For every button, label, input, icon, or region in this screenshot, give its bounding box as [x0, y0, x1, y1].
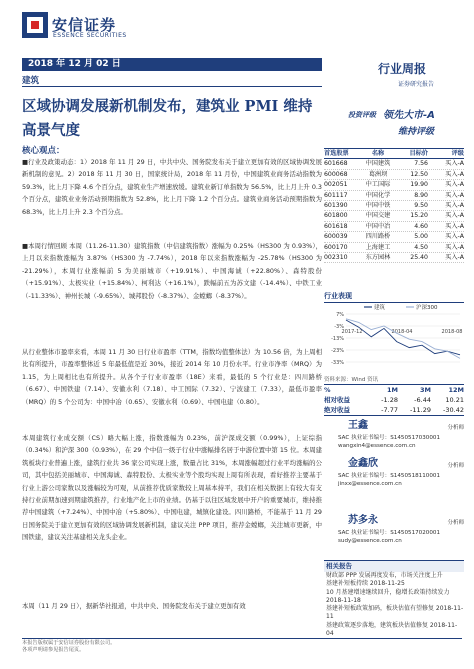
stock-rating: 买入-A [445, 170, 464, 178]
stock-name: 四川路桥 [365, 233, 391, 241]
analyst-name: 苏多永 [348, 515, 378, 526]
analyst-card [324, 517, 464, 547]
perf-label: 绝对收益 [324, 406, 350, 414]
y-tick-label: -23% [331, 348, 344, 354]
stock-code: 601668 [324, 160, 348, 168]
policy-paragraph: ■行业及政策动态：1）2018 年 11 月 29 日，中共中央、国务院发布关于建立更加有效的区域协调发展新机制的意见。2）2018 年 11 月 30 日，国家统计局，2018 年 11 月份，中国建筑业商务活动指数为 59.3%，比上月下降 4.6 个百分点，建筑业生产增速放缓。建筑业新订单指数为 56.5%，比上月上升 0.3 个百分点，建筑业业务活动预期指数为 52.8%，比上月下降 1.2 个百分点。建筑业商务活动预期指数为 68.3%，比上月上升 2.3 个百分点。 [22, 158, 322, 216]
related-report-link[interactable]: 基建补短板持续 2018-11-25 [326, 580, 405, 588]
x-tick-label: 2018-04 [391, 329, 413, 335]
stock-target: 5.00 [414, 233, 428, 241]
valuation-paragraph: 从行业整体市盈率来看，本周 11 月 30 日行业市盈率（TTM，指数均值整体法）为 10.56 倍，为上周相比有所提升，市盈率整体近 5 年最低值是近 30%，接近 2014 年 10 月份水平。行业市净率（MRQ）为 1.15，为上周相比也有所提升。从各个子行业市盈率（18E）来看，最低的 5 个行业是：四川路桥（6.67）、中国铁建（7.14）、安徽水利（7.18）、中工国际（7.32）、宁波建工（7.33），最低市盈率（MRQ）的 5 个公司为：中国中冶（0.65）、安徽水利（0.69）、中国电建（0.80）。 [22, 348, 322, 406]
performance-table [324, 384, 464, 416]
stock-name: 中国交建 [365, 212, 391, 220]
y-tick-label: 7% [336, 312, 344, 318]
stock-rating: 买入-A [445, 191, 464, 199]
related-report-link[interactable]: 10 月基建增速继续回升，稳增长政策持续发力 2018-11-18 [326, 588, 450, 604]
y-tick-label: -13% [331, 336, 344, 342]
x-tick-label: 2017-12 [341, 329, 363, 335]
weekly-summary-paragraph: 本周建筑行业成交额（CS）略大幅上涨，指数涨幅为 0.23%，前沪深成交额（0.99%），上证综指（0.34%）和沪深 300（0.93%），在 29 个中信一级子行业中涨幅排名居于中游位置中第 15 位。本周建筑板块行业普遍上涨，建筑行业共 36 家公司实现上涨，数量占比 31%，本周涨幅超过行业平均涨幅的公司，其中包括美丽城市、中国海诚、森特股份、太极实业等个股均实现上周有所表现，看好推荐主要基于行业上游公司家数以及涨幅较为可观，从前推荐优质家数较上周基本持平，我们在相关数据上有较大有支持行业前期加速到期建筑推荐，行业地产化上市的业绩。仍基于以往区域发展中开户的重要城市，维持推荐中国建筑（+7.24%）、中国中冶（+5.80%）、中国电建，城镇化建设。四川路桥，不能基于 11 月 29 日国务院关于建立更加有效的区域协调发展新机制，建议关注 PPP 项目，推荐金螳螂，关注城市更新，中国铁建，建议关注基建相关龙头企业。 [22, 434, 322, 542]
report-type: 行业周报 [378, 62, 427, 76]
analyst-card [324, 422, 464, 452]
rating-sub: 维持评级 [398, 127, 435, 137]
page-title: 区域协调发展新机制发布，建筑业 PMI 维持高景气度 [22, 98, 313, 139]
news-paragraph: 本周（11 月 29 日），据新华社报道，中共中央、国务院发布关于建立更加有效 [22, 602, 246, 610]
analyst-email[interactable]: sudy@essence.com.cn [338, 538, 402, 544]
perf-value: -7.77 [381, 406, 398, 414]
header-name: 名称 [371, 150, 385, 157]
related-report-link[interactable]: 基建政策逐步落地，建筑板块估值修复 2018-11-04 [326, 621, 458, 638]
stock-row [324, 191, 464, 201]
perf-header-row [324, 385, 464, 395]
stock-row [324, 222, 464, 232]
stock-name: 中国中冶 [365, 222, 391, 230]
stock-code: 601117 [324, 191, 348, 199]
stock-code: 600068 [324, 170, 348, 178]
footer-copyright: 本报告版权属于安信证券股份有限公司。 [22, 640, 116, 646]
stock-target: 15.20 [410, 212, 428, 220]
related-reports [324, 560, 464, 638]
brand-name: 安信证券 [52, 16, 117, 34]
stock-target: 19.90 [410, 181, 428, 189]
stock-code: 601618 [324, 222, 348, 230]
stock-target: 4.60 [414, 222, 428, 230]
trend-title: 行业表现 [324, 291, 464, 303]
related-report-link[interactable]: 基建补短板政策加码，板块估值有望修复 2018-11-11 [326, 605, 464, 621]
stock-row [324, 201, 464, 211]
market-review-paragraph: ■本周行情回顾 本周（11.26-11.30）建筑指数（中信建筑指数）涨幅为 0.25%（HS300 为 0.93%），上月以来指数涨幅为 3.87%（HS300 为 -7.74%），2018 年以来指数涨幅为 -25.78%（HS300 为 -21.29%），本周行业涨幅前 5 为美丽城市（+19.91%）、中国海诚（+22.80%）、森特股份（+15.91%）、太极实业（+15.84%）、柯利达（+16.1%），跌幅前五为苏文建（-14.4%）、中铁工业（-11.33%）、神州长城（-9.65%）、城邦股份（-8.37%）、金螳螂（-8.37%）。 [22, 242, 322, 300]
core-views-title: 核心观点： [22, 146, 65, 156]
stock-row [324, 232, 464, 242]
rating-label: 投资评级 [348, 111, 376, 119]
perf-header-1m: 1M [387, 386, 398, 394]
stock-target: 7.56 [414, 160, 428, 168]
stock-code: 601390 [324, 201, 348, 209]
stock-rating: 买入-A [445, 243, 464, 251]
stock-rating: 买入-A [445, 160, 464, 168]
brand-name-en: ESSENCE SECURITIES [53, 32, 127, 39]
analyst-license: SAC 执业证书编号：S1450517020001 [338, 530, 441, 536]
stock-code: 601800 [324, 212, 348, 220]
analyst-role: 分析师 [447, 520, 464, 526]
stock-target: 9.50 [414, 201, 428, 209]
stock-row [324, 180, 464, 190]
stock-code: 002051 [324, 181, 348, 189]
stock-name: 葛洲坝 [368, 170, 388, 178]
perf-value: -30.42 [443, 406, 464, 414]
perf-header-12m: 12M [448, 386, 464, 394]
header-target: 目标价 [409, 150, 428, 157]
stock-rating: 买入-A [445, 233, 464, 241]
legend-label: 沪深300 [416, 305, 438, 311]
stock-target: 12.50 [410, 170, 428, 178]
chart-source: 资料来源：Wind 资讯 [324, 377, 379, 383]
trend-chart [324, 302, 464, 374]
stock-rating: 买入-A [445, 181, 464, 189]
stock-rating: 买入-A [445, 212, 464, 220]
analyst-role: 分析师 [447, 463, 464, 469]
header-rating: 评级 [451, 150, 464, 157]
perf-row-relative [324, 395, 464, 405]
divider [22, 86, 322, 87]
report-date: 2018 年 12 月 02 日 [22, 58, 322, 71]
stock-row [324, 211, 464, 221]
report-sector: 建筑 [22, 76, 40, 86]
analyst-name: 王鑫 [348, 420, 368, 431]
perf-header-3m: 3M [420, 386, 431, 394]
stock-name: 中国建筑 [365, 160, 391, 168]
stock-name: 中国中铁 [365, 201, 391, 209]
perf-value: 10.21 [445, 396, 464, 404]
stock-code: 600039 [324, 233, 348, 241]
related-report-link[interactable]: 财政部 PPP 发展再度发布，市场关注度上升 [326, 572, 443, 579]
stock-rating: 买入-A [445, 222, 464, 230]
header-code: 首选股票 [324, 150, 349, 157]
analyst-name: 金鑫欣 [348, 458, 378, 469]
related-title: 相关报告 [324, 561, 464, 572]
rating-value: 领先大市-A [383, 110, 435, 121]
stock-target: 4.50 [414, 243, 428, 251]
stock-name: 上海建工 [365, 243, 391, 251]
perf-header-unit: % [324, 386, 331, 394]
legend-label: 建筑 [374, 305, 386, 311]
perf-row-absolute [324, 405, 464, 415]
stock-row [324, 159, 464, 169]
analyst-card [324, 460, 464, 490]
page-footer [22, 638, 462, 656]
stock-rating: 买入-A [445, 253, 464, 261]
stock-name: 东方园林 [365, 253, 391, 261]
perf-value: -1.28 [381, 396, 398, 404]
analyst-email[interactable]: jinxx@essence.com.cn [338, 481, 402, 487]
report-type-sub: 证券研究报告 [398, 81, 435, 88]
y-tick-label: -3% [334, 324, 344, 330]
x-tick-label: 2018-08 [441, 329, 463, 335]
stock-row [324, 253, 464, 263]
perf-value: -11.29 [410, 406, 431, 414]
perf-value: -6.44 [414, 396, 431, 404]
stock-name: 中国化学 [365, 191, 391, 199]
stock-code: 002310 [324, 253, 348, 261]
report-header [22, 10, 462, 50]
stock-target: 8.90 [414, 191, 428, 199]
stock-rating: 买入-A [445, 201, 464, 209]
stock-name: 中工国际 [365, 181, 391, 189]
footer-disclaimer: 各项声明请参见报告尾页。 [22, 647, 85, 653]
stock-row [324, 170, 464, 180]
stock-table [324, 148, 464, 263]
stock-code: 600170 [324, 243, 348, 251]
y-tick-label: -33% [331, 360, 344, 366]
analyst-license: SAC 执业证书编号：S1450517030001 [338, 435, 441, 441]
analyst-email[interactable]: wangxin4@essence.com.cn [338, 443, 416, 449]
analyst-role: 分析师 [447, 425, 464, 431]
stock-target: 25.40 [410, 253, 428, 261]
analyst-license: SAC 执业证书编号：S1450518110001 [338, 473, 441, 479]
essence-logo-icon [22, 12, 48, 38]
stock-table-header [324, 149, 464, 159]
perf-label: 相对收益 [324, 396, 350, 404]
stock-row [324, 243, 464, 253]
